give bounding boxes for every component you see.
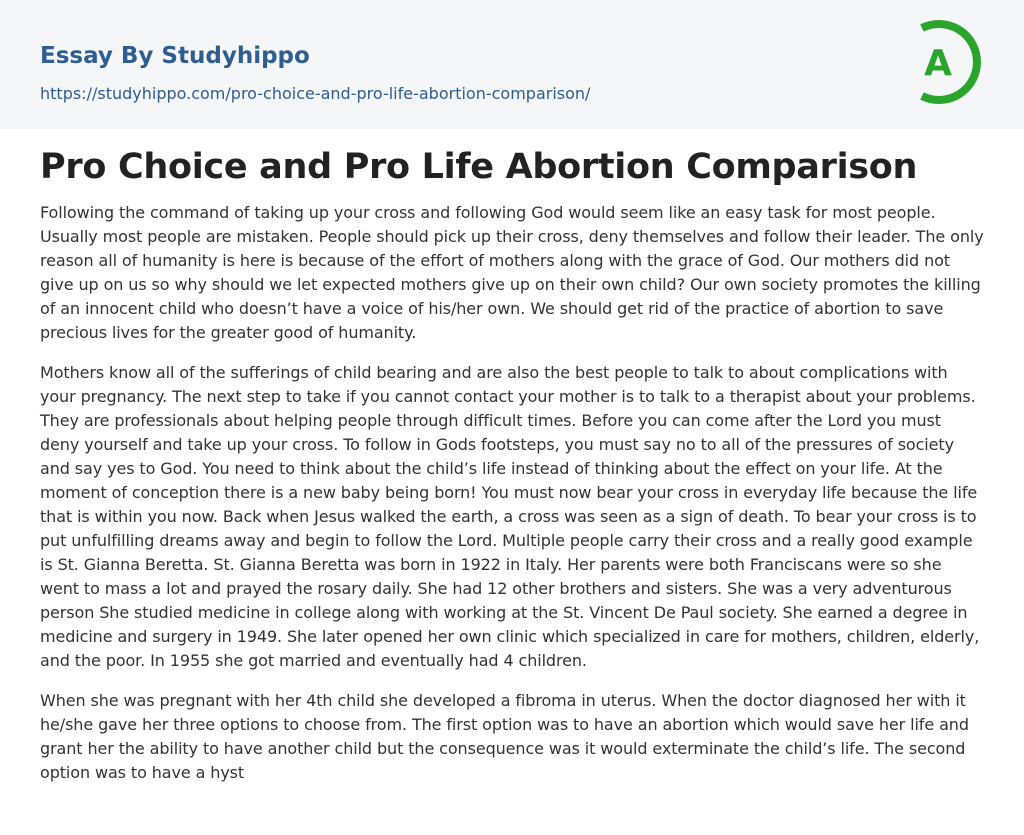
site-header (0, 0, 1024, 129)
logo-letter: A (924, 43, 952, 84)
article-content (0, 129, 1024, 785)
essay-url-link[interactable]: https://studyhippo.com/pro-choice-and-pro-life-abortion-comparison/ (40, 84, 591, 103)
studyhippo-logo-icon[interactable] (914, 18, 986, 106)
article-paragraph: Following the command of taking up your cross and following God would seem like an easy task for most people. Usually most people are mistaken. People should pick up their cross, deny themselves and follow their leader. The only reason all of humanity is here is because of the effort of mothers along with the grace of God. Our mothers did not give up on us so why should we let expected mothers give up on their own child? Our own society promotes the killing of an innocent child who doesn’t have a voice of his/her own. We should get rid of the practice of abortion to save precious lives for the greater good of humanity. (40, 203, 984, 342)
page-title: Pro Choice and Pro Life Abortion Comparison (40, 147, 918, 187)
article-paragraph: When she was pregnant with her 4th child she developed a fibroma in uterus. When the doctor diagnosed her with it he/she gave her three options to choose from. The first option was to have an abortion which would save her life and grant her the ability to have another child but the consequence was it would exterminate the child’s life. The second option was to have a hyst (40, 691, 969, 782)
article-paragraph: Mothers know all of the sufferings of child bearing and are also the best people to talk to about complications with your pregnancy. The next step to take if you cannot contact your mother is to talk to a therapist about your problems. They are professionals about helping people through difficult times. Before you can come after the Lord you must deny yourself and take up your cross. To follow in Gods footsteps, you must say no to all of the pressures of society and say yes to God. You need to think about the child’s life instead of thinking about the effect on your life. At the moment of conception there is a new baby being born! You must now bear your cross in everyday life because the life that is within you now. Back when Jesus walked the earth, a cross was seen as a sign of death. To bear your cross is to put unfulfilling dreams away and begin to follow the Lord. Multiple people carry their cross and a really good example is St. Gianna Beretta. St. Gianna Beretta was born in 1922 in Italy. Her parents were both Franciscans were so she went to mass a lot and prayed the rosary daily. She had 12 other brothers and sisters. She was a very adventurous person She studied medicine in college along with working at the St. Vincent De Paul society. She earned a degree in medicine and surgery in 1949. She later opened her own clinic which specialized in care for mothers, children, elderly, and the poor. In 1955 she got married and eventually had 4 children. (40, 363, 980, 670)
site-brand[interactable]: Essay By Studyhippo (40, 43, 310, 69)
